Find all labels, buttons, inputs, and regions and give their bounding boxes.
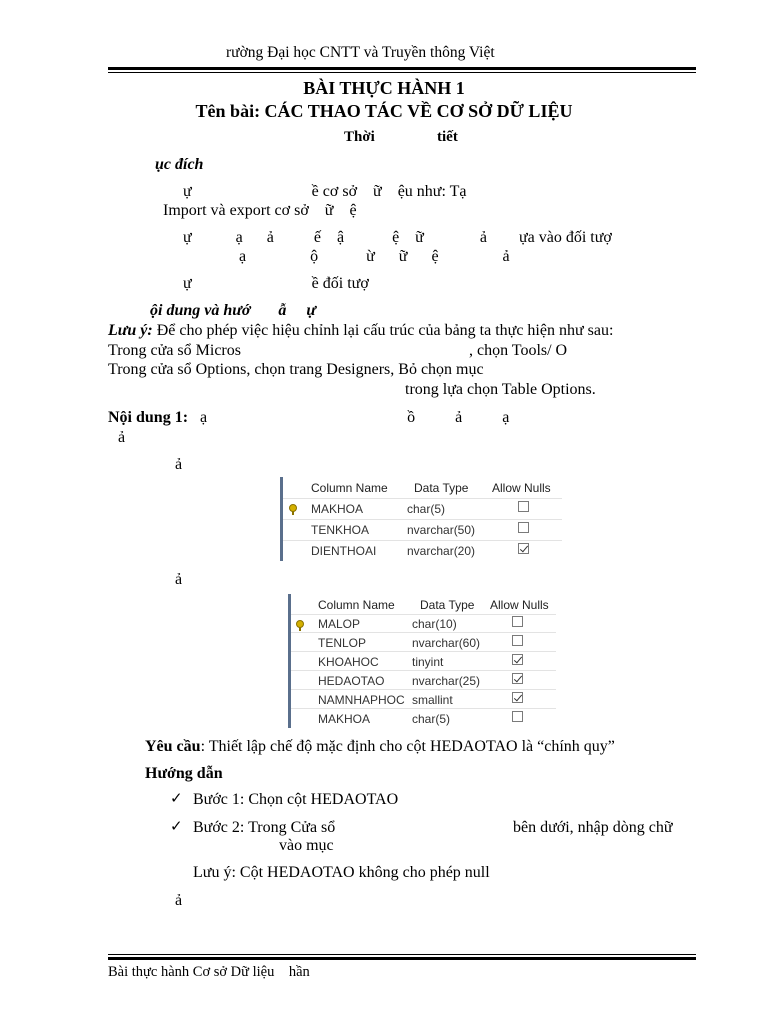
time-label: Thời bbox=[344, 129, 375, 145]
data-type-cell[interactable]: tinyint bbox=[412, 655, 444, 669]
column-name-cell[interactable]: TENLOP bbox=[318, 636, 367, 650]
col-header-nulls: Allow Nulls bbox=[492, 481, 551, 495]
content1-line bbox=[108, 408, 509, 428]
primary-key-icon bbox=[289, 504, 297, 512]
allow-null-checkbox[interactable] bbox=[518, 522, 529, 533]
content1-sub: ả bbox=[118, 429, 126, 446]
requirement bbox=[145, 737, 615, 757]
header-rule-thick bbox=[108, 67, 696, 70]
allow-null-checkbox[interactable] bbox=[518, 543, 529, 554]
data-type-cell[interactable]: nvarchar(25) bbox=[412, 674, 481, 688]
requirement-label: Yêu cầu bbox=[145, 738, 201, 755]
col-header-name: Column Name bbox=[311, 481, 388, 495]
primary-key-icon bbox=[296, 620, 304, 628]
column-name-cell[interactable]: MAKHOA bbox=[318, 712, 371, 726]
footer-rule-thin bbox=[108, 954, 696, 955]
title-line2: Tên bài: CÁC THAO TÁC VỀ CƠ SỞ DỮ LIỆU bbox=[195, 101, 573, 121]
allow-null-checkbox[interactable] bbox=[512, 692, 523, 703]
column-name-cell[interactable]: TENKHOA bbox=[311, 523, 370, 537]
howto-note: Lưu ý: Cột HEDAOTAO không cho phép null bbox=[193, 864, 490, 881]
row-divider bbox=[291, 651, 556, 652]
col-header-nulls: Allow Nulls bbox=[490, 598, 549, 612]
step2-b: bên dưới, nhập dòng chữ bbox=[513, 819, 673, 836]
content1-rest: ạ ồ ả ạ bbox=[188, 409, 510, 426]
row-divider bbox=[291, 632, 556, 633]
purpose-line: Import và export cơ sở ữ ệ bbox=[163, 202, 357, 219]
guide-heading: ội dung và hướ ẫ ự bbox=[150, 302, 316, 319]
note-label: Lưu ý: bbox=[108, 322, 153, 339]
title-line1: BÀI THỰC HÀNH 1 bbox=[303, 78, 465, 98]
col-header-type: Data Type bbox=[420, 598, 475, 612]
checkmark-icon: ✓ bbox=[170, 818, 183, 835]
footer-rule-thick bbox=[108, 957, 696, 960]
allow-null-checkbox[interactable] bbox=[512, 711, 523, 722]
step2-c: vào mục bbox=[279, 837, 334, 854]
purpose-line: ự ề cơ sở ữ ệu như: Tạ bbox=[183, 183, 467, 200]
data-type-cell[interactable]: smallint bbox=[412, 693, 453, 707]
purpose-line: ự ề đối tượ bbox=[183, 275, 369, 292]
row-divider bbox=[291, 689, 556, 690]
column-name-cell[interactable]: KHOAHOC bbox=[318, 655, 379, 669]
column-name-cell[interactable]: HEDAOTAO bbox=[318, 674, 385, 688]
column-name-cell[interactable]: MAKHOA bbox=[311, 502, 364, 516]
purpose-line: ạ ộ ừ ữ ệ ả bbox=[239, 248, 510, 265]
header-rule-thin bbox=[108, 72, 696, 73]
table2-caption: ả bbox=[175, 571, 183, 588]
data-type-cell[interactable]: char(5) bbox=[407, 502, 446, 516]
guide-line4: trong lựa chọn Table Options. bbox=[405, 381, 596, 398]
table2-designer bbox=[288, 594, 556, 728]
row-divider bbox=[291, 670, 556, 671]
howto-heading: Hướng dẫn bbox=[145, 765, 223, 782]
row-divider bbox=[283, 540, 562, 541]
guide-line3: Trong cửa sổ Options, chọn trang Designers, Bỏ chọn mục bbox=[108, 361, 484, 378]
column-name-cell[interactable]: DIENTHOAI bbox=[311, 544, 377, 558]
allow-null-checkbox[interactable] bbox=[512, 654, 523, 665]
page-header: rường Đại học CNTT và Truyền thông Việt bbox=[226, 44, 495, 61]
row-divider bbox=[291, 614, 556, 615]
allow-null-checkbox[interactable] bbox=[512, 616, 523, 627]
note-text: Để cho phép việc hiệu chỉnh lại cấu trúc của bảng ta thực hiện như sau: bbox=[152, 322, 614, 339]
checkmark-icon: ✓ bbox=[170, 790, 183, 807]
purpose-line: ự ạ ả ế ậ ệ ữ ả ựa vào đối tượ bbox=[183, 229, 612, 246]
requirement-text: : Thiết lập chế độ mặc định cho cột HEDAOTAO là “chính quy” bbox=[200, 738, 615, 755]
table1-designer bbox=[280, 477, 562, 561]
table1-caption: ả bbox=[175, 456, 183, 473]
col-header-name: Column Name bbox=[318, 598, 395, 612]
row-divider bbox=[283, 498, 562, 499]
data-type-cell[interactable]: char(5) bbox=[412, 712, 451, 726]
data-type-cell[interactable]: nvarchar(50) bbox=[407, 523, 476, 537]
content1-label: Nội dung 1: bbox=[108, 409, 189, 426]
step2-a: Bước 2: Trong Cửa sổ bbox=[193, 819, 336, 836]
time-unit: tiết bbox=[437, 129, 458, 145]
page-footer: Bài thực hành Cơ sở Dữ liệu hần bbox=[108, 964, 310, 980]
column-name-cell[interactable]: MALOP bbox=[318, 617, 361, 631]
data-type-cell[interactable]: nvarchar(60) bbox=[412, 636, 481, 650]
data-type-cell[interactable]: nvarchar(20) bbox=[407, 544, 476, 558]
col-header-type: Data Type bbox=[414, 481, 469, 495]
row-divider bbox=[283, 519, 562, 520]
guide-line2: Trong cửa sổ Micros , chọn Tools/ O bbox=[108, 342, 568, 359]
allow-null-checkbox[interactable] bbox=[518, 501, 529, 512]
data-type-cell[interactable]: char(10) bbox=[412, 617, 457, 631]
guide-note bbox=[108, 321, 613, 341]
row-divider bbox=[291, 708, 556, 709]
allow-null-checkbox[interactable] bbox=[512, 635, 523, 646]
column-name-cell[interactable]: NAMNHAPHOC bbox=[318, 693, 405, 707]
purpose-heading: ục đích bbox=[155, 156, 204, 173]
step1: Bước 1: Chọn cột HEDAOTAO bbox=[193, 791, 399, 808]
howto-tail: ả bbox=[175, 892, 183, 909]
allow-null-checkbox[interactable] bbox=[512, 673, 523, 684]
